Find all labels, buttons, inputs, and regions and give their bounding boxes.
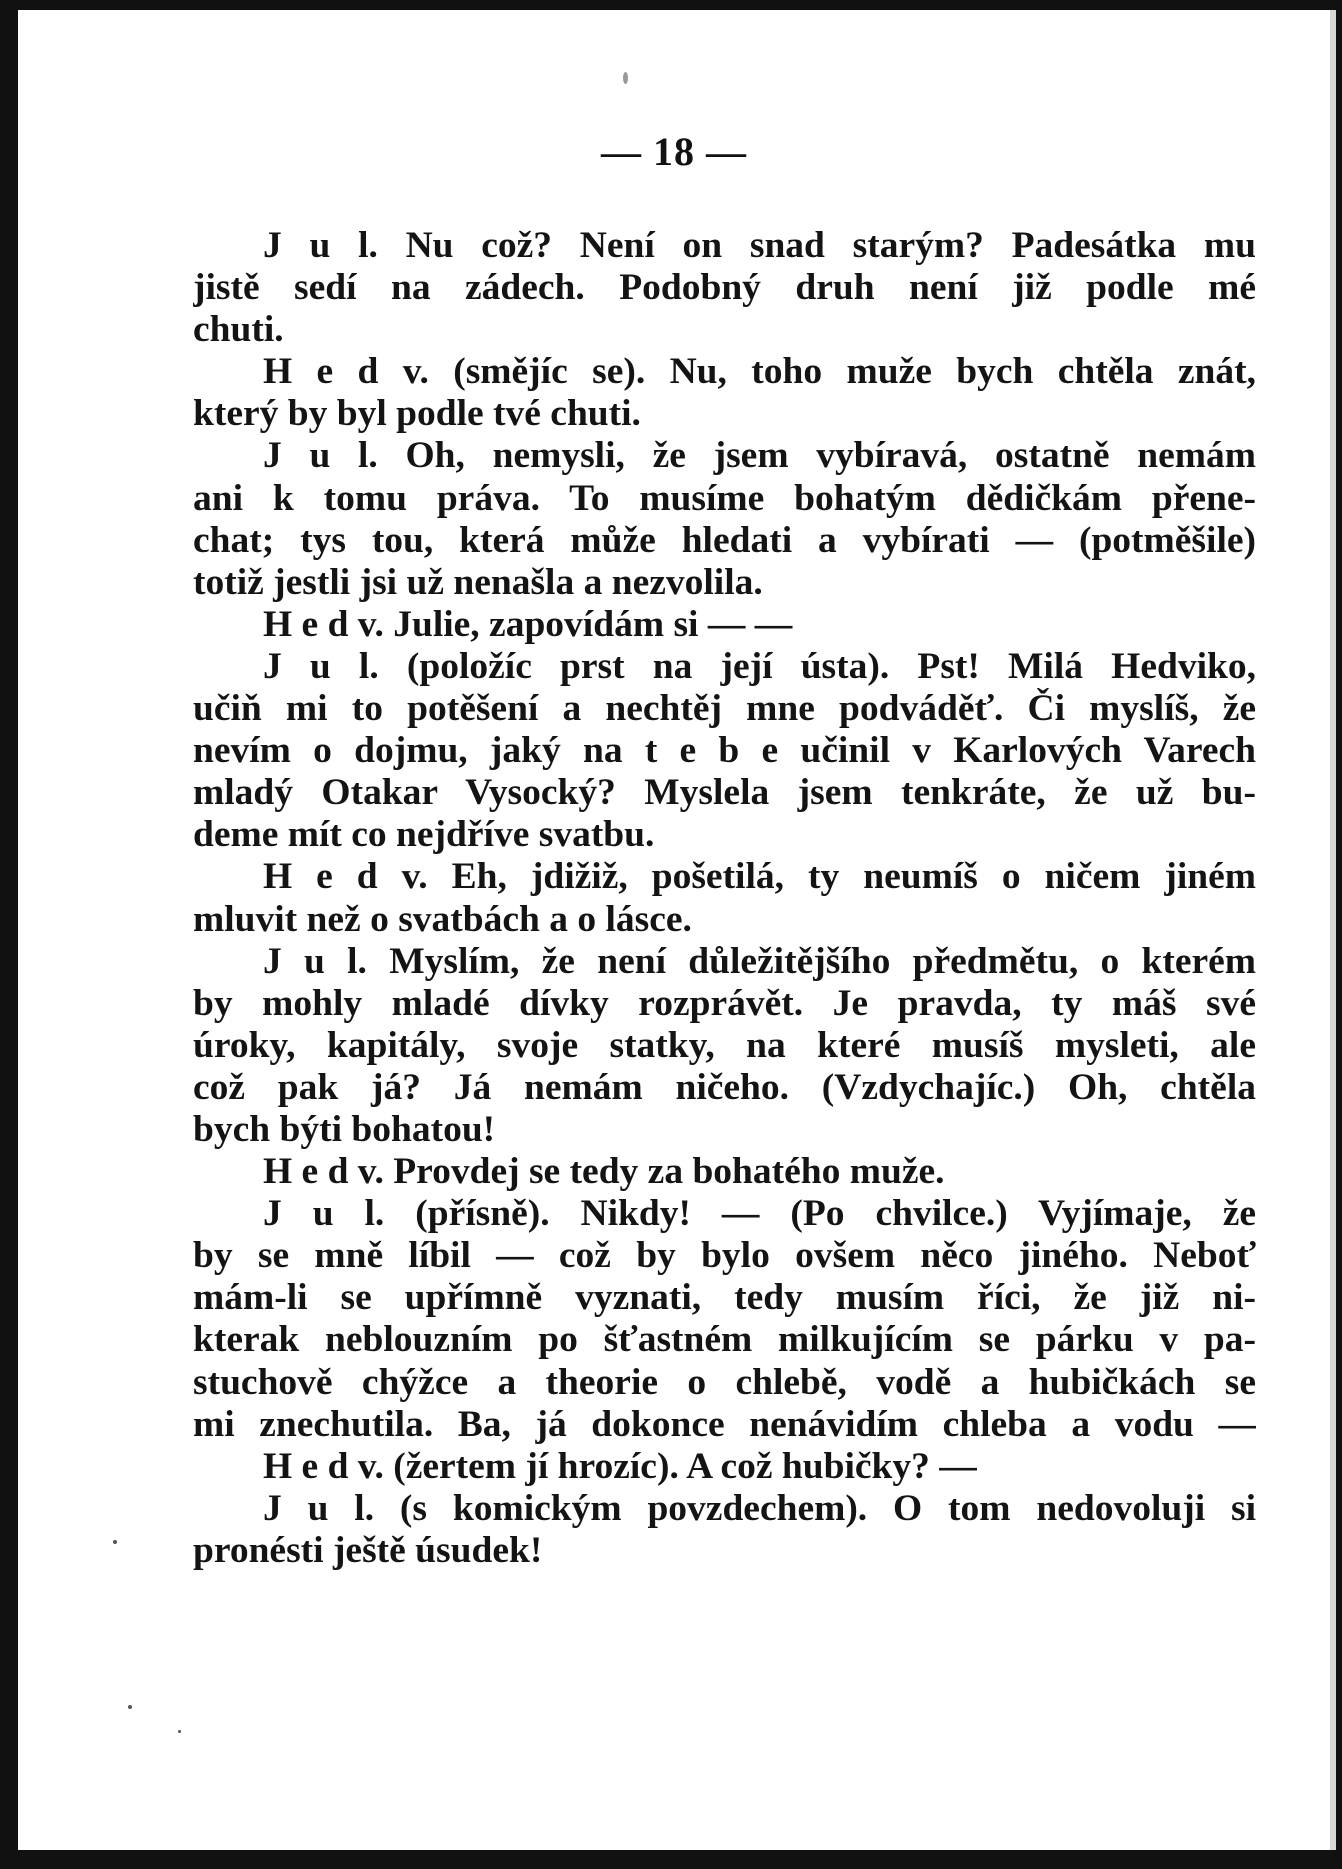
text-line: jistě sedí na zádech. Podobný druh není již podle mé <box>193 267 1256 309</box>
text-line: H e d v. Eh, jdižiž, pošetilá, ty neumíš o ničem jiném <box>263 856 1256 898</box>
text-line: mi znechutila. Ba, já dokonce nenávidím chleba a vodu — <box>193 1403 1256 1445</box>
text-line: H e d v. (smějíc se). Nu, toho muže bych chtěla znát, <box>263 351 1256 393</box>
text-line: H e d v. Julie, zapovídám si — — <box>263 603 793 645</box>
text-line: H e d v. Provdej se tedy za bohatého muže. <box>263 1151 945 1193</box>
text-line: by se mně líbil — což by bylo ovšem něco jiného. Neboť <box>193 1235 1256 1277</box>
text-line: stuchově chýžce a theorie o chlebě, vodě a hubičkách se <box>193 1361 1256 1403</box>
text-line: nevím o dojmu, jaký na t e b e učinil v Karlových Varech <box>193 730 1256 772</box>
body-text <box>193 225 1256 1572</box>
text-line: deme mít co nejdříve svatbu. <box>193 814 655 856</box>
text-line: chuti. <box>193 309 284 351</box>
text-line: totiž jestli jsi už nenašla a nezvolila. <box>193 561 763 603</box>
text-line: mluvit než o svatbách a o lásce. <box>193 898 692 940</box>
text-line: by mohly mladé dívky rozprávět. Je pravda, ty máš své <box>193 982 1256 1024</box>
scan-speck <box>623 72 628 84</box>
text-line: který by byl podle tvé chuti. <box>193 393 641 435</box>
text-line: učiň mi to potěšení a nechtěj mne podváděť. Či myslíš, že <box>193 688 1256 730</box>
text-line: J u l. (položíc prst na její ústa). Pst! Milá Hedviko, <box>263 645 1256 687</box>
text-line: J u l. (s komickým povzdechem). O tom nedovoluji si <box>263 1487 1256 1529</box>
book-page <box>18 10 1336 1850</box>
text-line: chat; tys tou, která může hledati a vybírati — (potměšile) <box>193 519 1256 561</box>
scan-speck <box>113 1540 117 1544</box>
text-line: J u l. Oh, nemysli, že jsem vybíravá, ostatně nemám <box>263 435 1256 477</box>
text-line: mám-li se upřímně vyznati, tedy musím říci, že již ni- <box>193 1277 1256 1319</box>
scan-speck <box>178 1730 181 1733</box>
text-line: mladý Otakar Vysocký? Myslela jsem tenkráte, že už bu- <box>193 772 1256 814</box>
text-line: pronésti ještě úsudek! <box>193 1529 543 1571</box>
text-line: H e d v. (žertem jí hrozíc). A což hubičky? — <box>263 1445 977 1487</box>
text-line: což pak já? Já nemám ničeho. (Vzdychajíc.) Oh, chtěla <box>193 1066 1256 1108</box>
text-line: kterak neblouzním po šťastném milkujícím se párku v pa- <box>193 1319 1256 1361</box>
scan-speck <box>128 1705 132 1709</box>
text-line: bych býti bohatou! <box>193 1108 496 1150</box>
text-line: J u l. Myslím, že není důležitějšího předmětu, o kterém <box>263 940 1256 982</box>
text-line: J u l. (přísně). Nikdy! — (Po chvilce.) Vyjímaje, že <box>263 1193 1256 1235</box>
page-number: — 18 — <box>601 129 747 174</box>
text-line: J u l. Nu což? Není on snad starým? Padesátka mu <box>263 225 1256 266</box>
text-line: ani k tomu práva. To musíme bohatým dědičkám přene- <box>193 477 1256 519</box>
text-line: úroky, kapitály, svoje statky, na které musíš mysleti, ale <box>193 1024 1256 1066</box>
